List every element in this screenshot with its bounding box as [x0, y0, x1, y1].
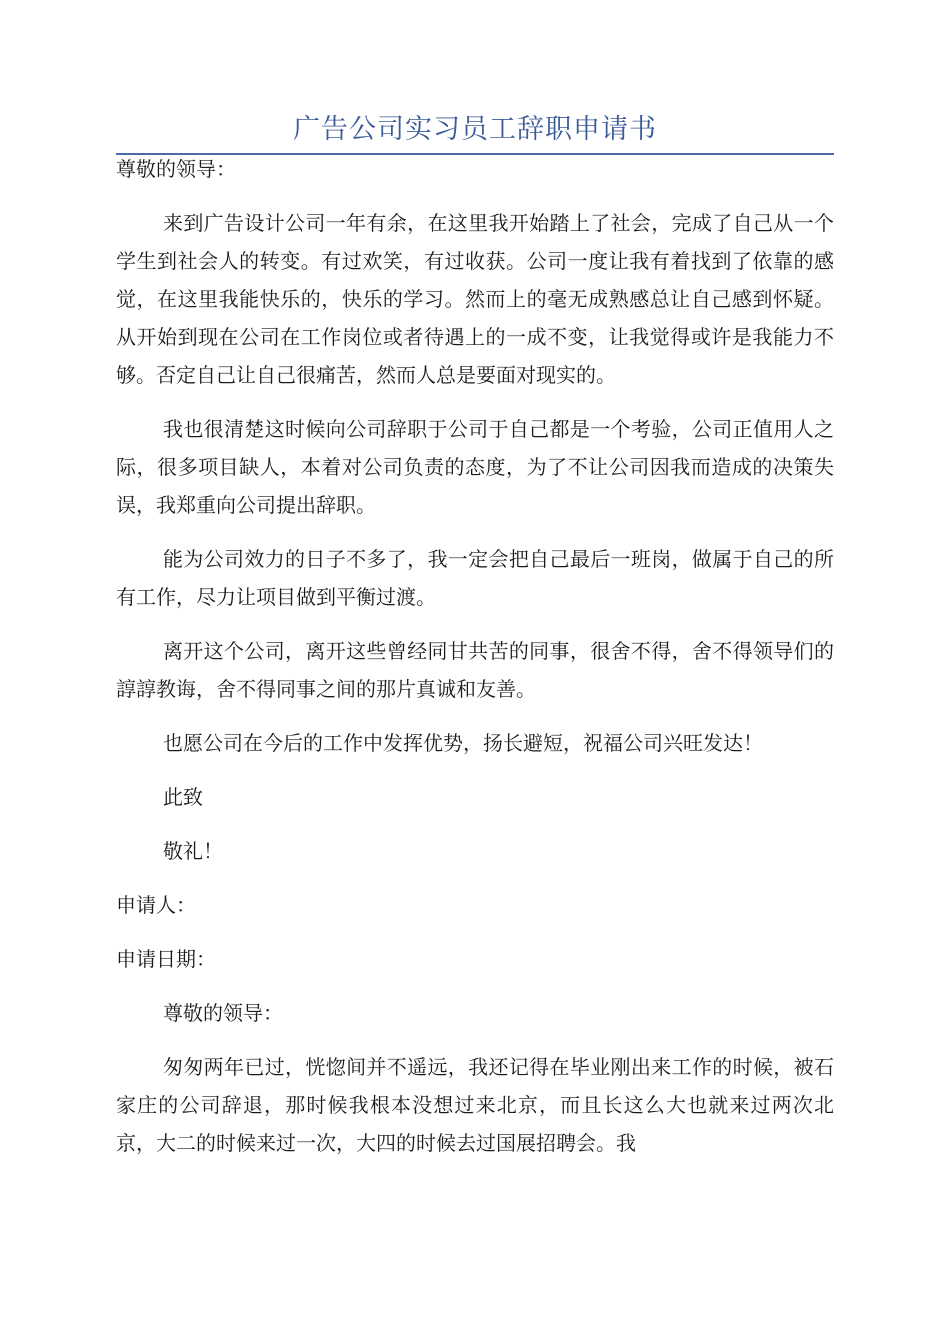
- closing-line-1: 此致: [163, 785, 203, 809]
- date-label: 申请日期：: [116, 947, 216, 971]
- body-paragraph-2: 我也很清楚这时候向公司辞职于公司于自己都是一个考验，公司正值用人之际，很多项目缺人，本着对公司负责的态度，为了不让公司因我而造成的决策失误，我郑重向公司提出辞职。: [116, 417, 834, 517]
- applicant-label: 申请人：: [116, 893, 196, 917]
- document-title: 广告公司实习员工辞职申请书: [293, 114, 657, 145]
- second-salutation: 尊敬的领导：: [163, 1001, 283, 1025]
- body-paragraph-3: 能为公司效力的日子不多了，我一定会把自己最后一班岗，做属于自己的所有工作，尽力让项目做到平衡过渡。: [116, 547, 834, 609]
- body-paragraph-1: 来到广告设计公司一年有余，在这里我开始踏上了社会，完成了自己从一个学生到社会人的转变。有过欢笑，有过收获。公司一度让我有着找到了依靠的感觉，在这里我能快乐的，快乐的学习。然而上的毫无成熟感总让自己感到怀疑。从开始到现在公司在工作岗位或者待遇上的一成不变，让我觉得或许是我能力不够。否定自己让自己很痛苦，然而人总是要面对现实的。: [116, 211, 834, 387]
- body-paragraph-5: 也愿公司在今后的工作中发挥优势，扬长避短，祝福公司兴旺发达！: [163, 731, 763, 755]
- document-body: [116, 150, 834, 1162]
- second-body-paragraph: 匆匆两年已过，恍惚间并不遥远，我还记得在毕业刚出来工作的时候，被石家庄的公司辞退，那时候我根本没想过来北京，而且长这么大也就来过两次北京，大二的时候来过一次，大四的时候去过国展招聘会。我: [116, 1055, 834, 1155]
- closing-line-2: 敬礼！: [163, 839, 223, 863]
- body-paragraph-4: 离开这个公司，离开这些曾经同甘共苦的同事，很舍不得，舍不得领导们的諄諄教诲，舍不得同事之间的那片真诚和友善。: [116, 639, 834, 701]
- salutation: 尊敬的领导：: [116, 157, 236, 181]
